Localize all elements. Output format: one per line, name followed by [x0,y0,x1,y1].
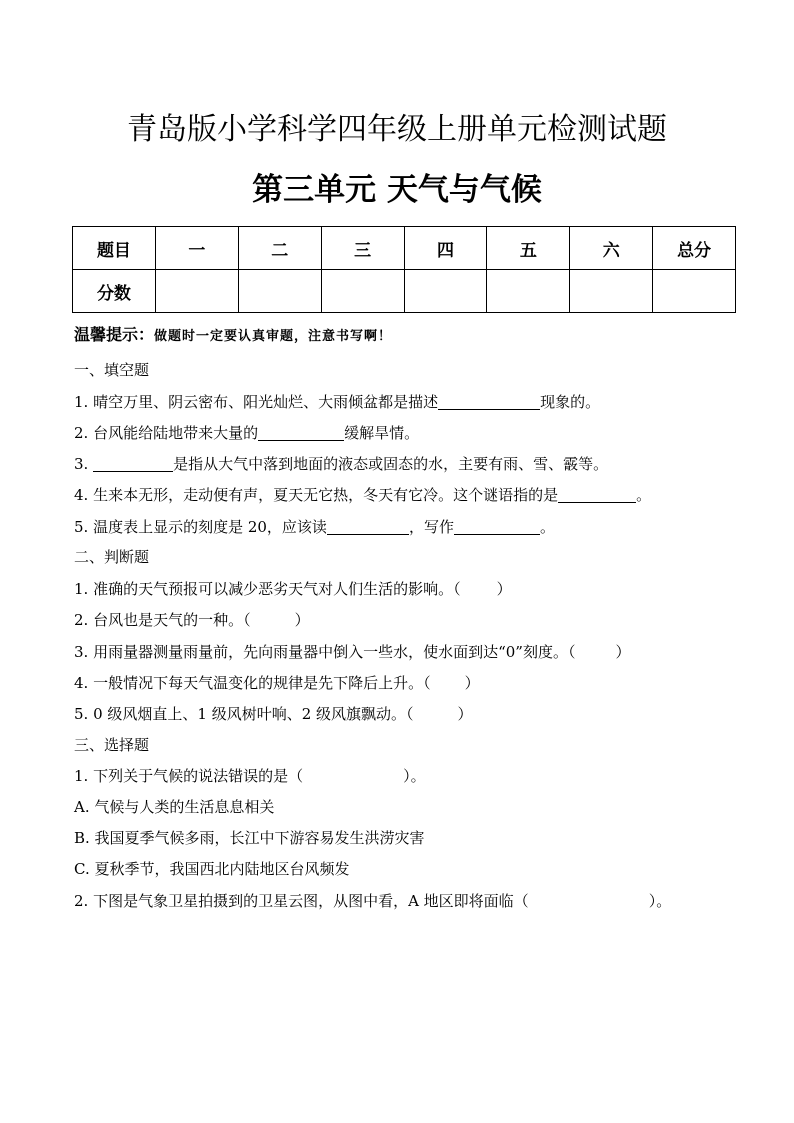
score-header-cell: 五 [487,227,570,270]
question-text: 缓解旱情。 [344,424,420,442]
choice-option-b: B. 我国夏季气候多雨，长江中下游容易发生洪涝灾害 [74,829,425,847]
question-text: 3. 用雨量器测量雨量前，先向雨量器中倒入一些水，使水面到达“0”刻度。（ [74,643,576,661]
question-text: ）。 [648,892,672,910]
exam-title: 青岛版小学科学四年级上册单元检测试题 [127,112,667,147]
question-text: ，写作 [408,518,454,536]
question-text: 3. [74,455,94,473]
question-text: 1. 晴空万里、阴云密布、阳光灿烂、大雨倾盆都是描述 [74,393,439,411]
score-table-header-row [73,227,736,270]
question-text: 是指从大气中落到地面的液态或固态的水，主要有雨、雪、霰等。 [173,455,609,473]
fill-question-5 [74,516,555,538]
score-row-label: 分数 [73,270,156,313]
question-text: ） [615,643,631,661]
judge-question-5 [74,703,473,725]
answer-blank[interactable] [438,393,540,410]
question-text: 。 [539,518,555,536]
judge-question-4 [74,672,480,694]
judge-question-1 [74,578,512,600]
section-fill-title: 一、填空题 [74,361,150,379]
score-header-cell: 题目 [73,227,156,270]
answer-blank[interactable] [93,455,173,472]
answer-blank[interactable] [258,424,344,441]
question-text: 5. 温度表上显示的刻度是 20，应该读 [74,518,327,536]
question-text: 1. 准确的天气预报可以减少恶劣天气对人们生活的影响。（ [74,580,461,598]
score-cell[interactable] [404,270,487,313]
question-text: 4. 生来本无形，走动便有声，夏天无它热，冬天有它冷。这个谜语指的是 [74,486,559,504]
fill-question-3 [74,453,608,475]
score-cell[interactable] [155,270,238,313]
score-header-cell: 总分 [653,227,736,270]
question-text: 5. 0 级风烟直上、1 级风树叶响、2 级风旗飘动。（ [74,705,414,723]
answer-blank[interactable] [454,518,540,535]
score-table-score-row [73,270,736,313]
score-header-cell: 六 [570,227,653,270]
question-text: ） [496,580,512,598]
fill-question-2 [74,422,419,444]
score-cell[interactable] [238,270,321,313]
section-judge-title: 二、判断题 [74,548,150,566]
judge-question-3 [74,641,630,663]
question-text: ）。 [403,767,426,785]
score-cell[interactable] [487,270,570,313]
question-text: 2. 台风能给陆地带来大量的 [74,424,259,442]
judge-question-2 [74,609,310,631]
score-cell[interactable] [321,270,404,313]
warm-tip [74,324,392,348]
choice-option-a: A. 气候与人类的生活息息相关 [74,798,275,816]
choice-question-1 [74,765,426,787]
question-text: ） [457,705,473,723]
question-text: 1. 下列关于气候的说法错误的是（ [74,767,304,785]
question-text: 2. 下图是气象卫星拍摄到的卫星云图，从图中看，A 地区即将面临（ [74,892,529,910]
score-header-cell: 四 [404,227,487,270]
unit-title: 第三单元 天气与气候 [252,172,542,208]
question-text: 2. 台风也是天气的一种。（ [74,611,251,629]
fill-question-1 [74,391,600,413]
question-text: 4. 一般情况下每天气温变化的规律是先下降后上升。（ [74,674,431,692]
score-header-cell: 一 [155,227,238,270]
tip-label: 温馨提示： [74,325,155,344]
score-header-cell: 三 [321,227,404,270]
choice-question-2 [74,890,671,912]
tip-text: 做题时一定要认真审题，注意书写啊！ [154,329,393,344]
score-cell[interactable] [570,270,653,313]
answer-blank[interactable] [558,486,636,503]
score-header-cell: 二 [238,227,321,270]
section-choice-title: 三、选择题 [74,736,150,754]
answer-blank[interactable] [327,518,409,535]
question-text: ） [294,611,310,629]
question-text: 现象的。 [540,393,601,411]
question-text: ） [464,674,480,692]
score-table [72,226,736,313]
fill-question-4 [74,484,651,506]
choice-option-c: C. 夏秋季节，我国西北内陆地区台风频发 [74,860,350,878]
score-cell[interactable] [653,270,736,313]
question-text: 。 [636,486,652,504]
